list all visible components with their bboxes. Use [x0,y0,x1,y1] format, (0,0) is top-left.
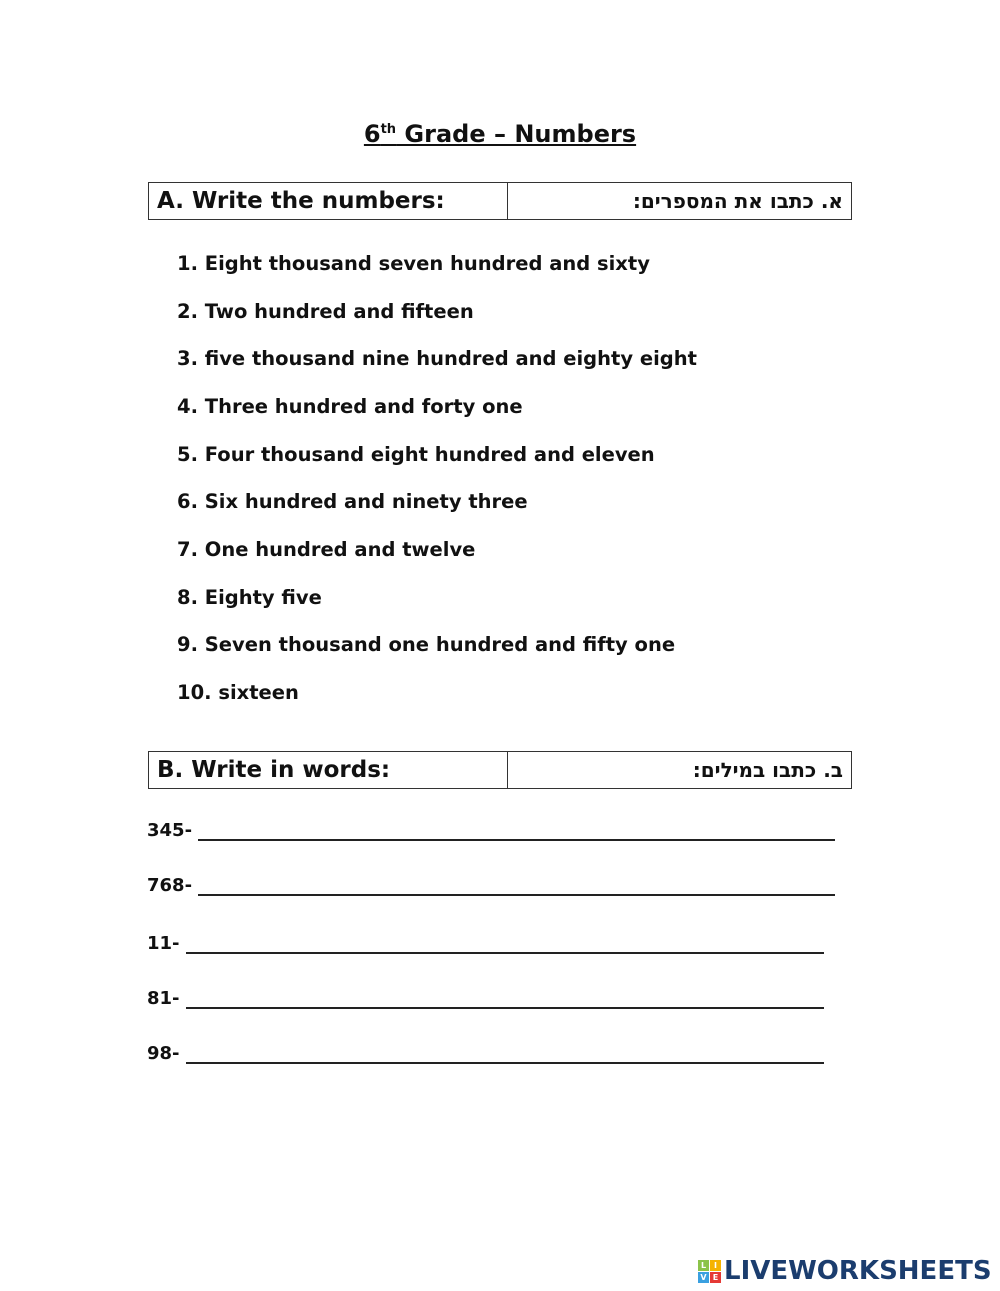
answer-row [147,933,824,954]
logo-text: LIVEWORKSHEETS [724,1256,992,1286]
answer-row [147,875,835,896]
section-b-title: B. Write in words: [149,752,508,788]
list-item: 2. Two hundred and fifteen [177,300,474,323]
list-item: 8. Eighty five [177,586,322,609]
list-item: 1. Eight thousand seven hundred and sixty [177,252,650,275]
answer-label: 345- [147,820,193,841]
liveworksheets-logo [698,1256,992,1286]
logo-blocks-icon [698,1260,721,1283]
section-b-header [148,751,852,789]
answer-row [147,1043,824,1064]
list-item: 7. One hundred and twelve [177,538,476,561]
answer-line[interactable] [186,989,824,1009]
answer-label: 98- [147,1043,180,1064]
answer-line[interactable] [198,821,835,841]
list-item: 6. Six hundred and ninety three [177,490,528,513]
logo-block: E [710,1272,721,1283]
title-text: Grade – Numbers [396,120,637,148]
list-item: 3. five thousand nine hundred and eighty eight [177,347,697,370]
list-item: 10. sixteen [177,681,299,704]
answer-row [147,988,824,1009]
list-item: 9. Seven thousand one hundred and fifty one [177,633,676,656]
answer-label: 11- [147,933,180,954]
logo-block: I [710,1260,721,1271]
logo-block: V [698,1272,709,1283]
page-title [0,120,1000,148]
section-a-title: A. Write the numbers: [149,183,508,219]
title-number: 6 [363,120,381,148]
answer-line[interactable] [186,934,824,954]
logo-block: L [698,1260,709,1271]
answer-line[interactable] [198,876,835,896]
answer-line[interactable] [186,1044,824,1064]
section-b-title-hebrew: ב. כתבו במילים: [692,758,843,782]
section-a-header [148,182,852,220]
list-item: 4. Three hundred and forty one [177,395,523,418]
answer-label: 81- [147,988,180,1009]
section-a-title-hebrew: א. כתבו את המספרים: [632,189,843,213]
list-item: 5. Four thousand eight hundred and eleven [177,443,655,466]
answer-label: 768- [147,875,193,896]
answer-row [147,820,835,841]
title-sup: th [380,122,397,137]
